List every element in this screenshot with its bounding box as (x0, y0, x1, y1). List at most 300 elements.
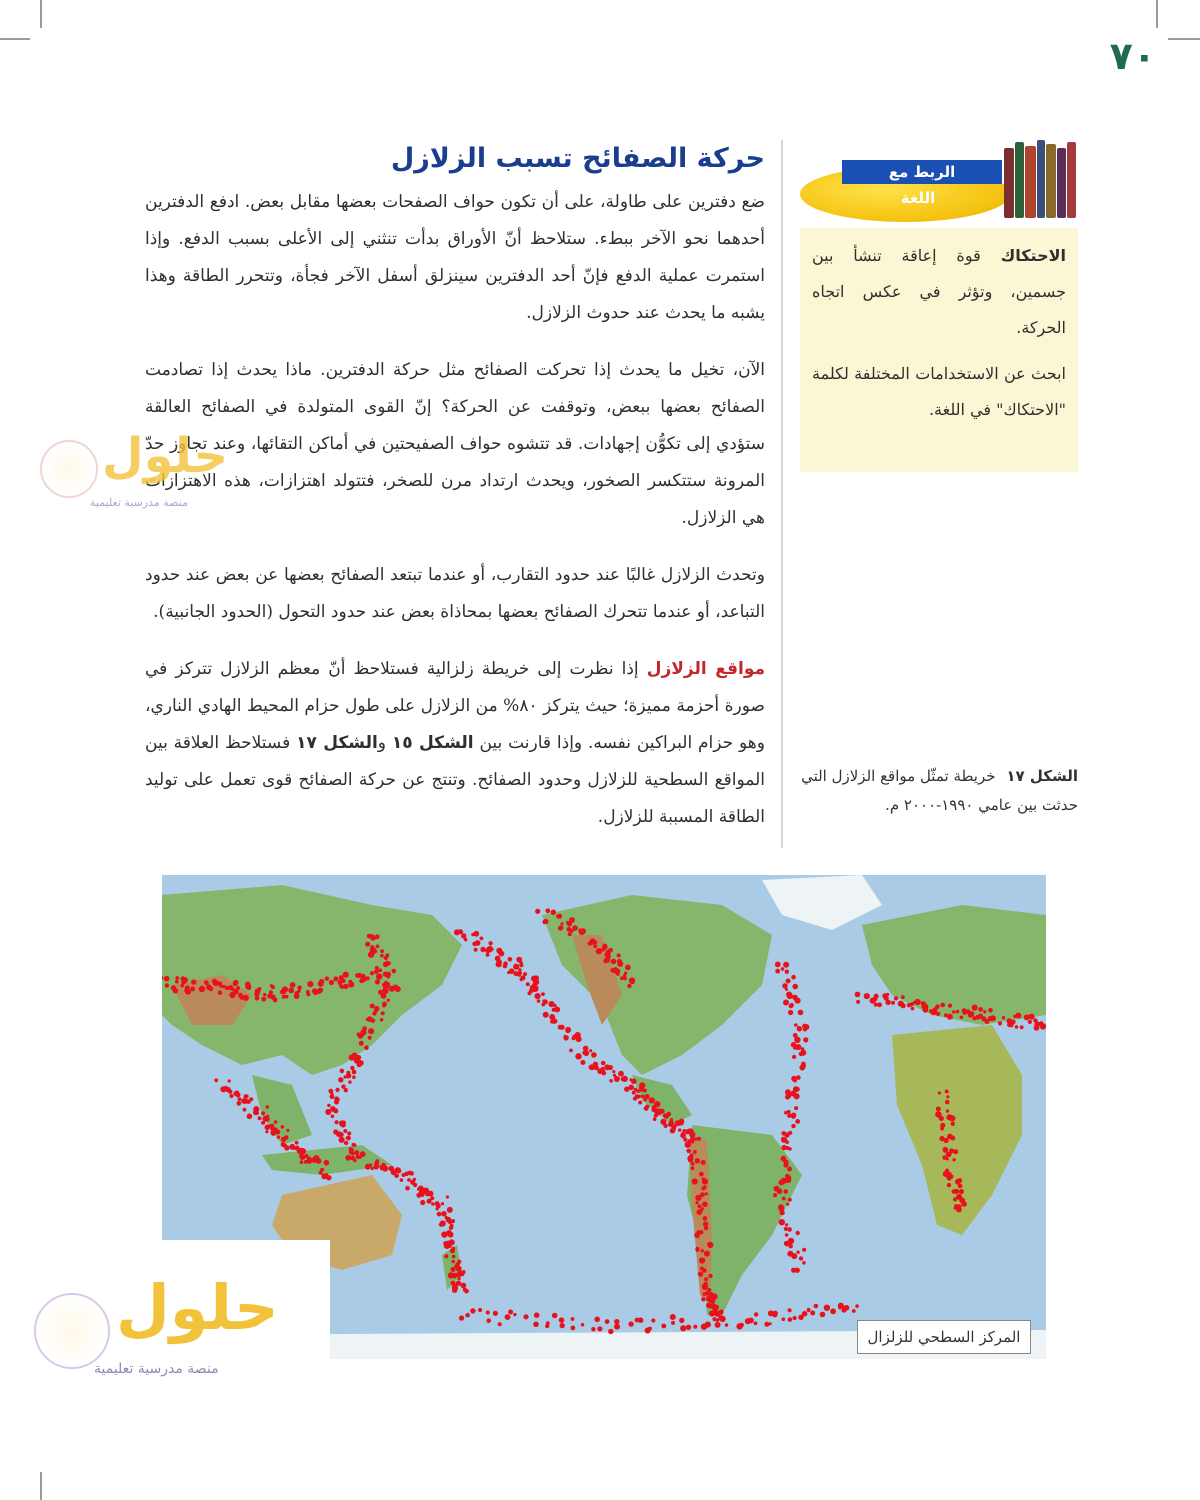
epicenter-dot (329, 980, 334, 985)
epicenter-dot (591, 1327, 595, 1331)
epicenter-dot (950, 1136, 955, 1141)
epicenter-dot (785, 1223, 788, 1226)
epicenter-dot (998, 1021, 1002, 1025)
epicenter-dot (410, 1171, 414, 1175)
epicenter-dot (661, 1324, 666, 1329)
epicenter-dot (703, 1186, 706, 1189)
epicenter-dot (796, 1231, 800, 1235)
epicenter-dot (428, 1191, 434, 1197)
epicenter-dot (988, 1008, 993, 1013)
epicenter-dot (354, 1150, 359, 1155)
epicenter-dot (946, 1152, 951, 1157)
epicenter-dot (493, 1311, 498, 1316)
epicenter-dot (208, 986, 213, 991)
epicenter-dot (567, 921, 572, 926)
epicenter-dot (794, 1023, 798, 1027)
epicenter-dot (911, 1002, 915, 1006)
epicenter-dot (614, 1076, 620, 1082)
epicenter-dot (486, 1318, 491, 1323)
epicenter-dot (589, 1049, 592, 1052)
epicenter-dot (465, 1313, 470, 1318)
epicenter-dot (775, 969, 780, 974)
epicenter-dot (349, 1054, 355, 1060)
epicenter-dot (748, 1318, 754, 1324)
epicenter-dot (754, 1312, 758, 1316)
epicenter-dot (552, 1008, 556, 1012)
epicenter-dot (534, 1312, 540, 1318)
epicenter-dot (284, 1135, 289, 1140)
crop-mark (40, 0, 42, 28)
epicenter-dot (549, 1014, 555, 1020)
epicenter-dot (243, 1108, 247, 1112)
epicenter-dot (946, 1095, 949, 1098)
epicenter-dot (617, 953, 621, 957)
epicenter-dot (707, 1288, 711, 1292)
epicenter-dot (335, 1120, 339, 1124)
epicenter-dot (420, 1200, 425, 1205)
epicenter-dot (781, 1137, 786, 1142)
epicenter-dot (1015, 1025, 1019, 1029)
epicenter-dot (368, 1036, 372, 1040)
epicenter-dot (787, 1227, 792, 1232)
epicenter-dot (856, 1000, 860, 1004)
epicenter-dot (490, 948, 494, 952)
epicenter-dot (376, 973, 382, 979)
epicenter-dot (545, 1324, 549, 1328)
locations-text-c: فستلاحظ العلاقة بين المواقع السطحية للزلازل وحدود الصفائح. وتنتج عن حركة الصفائح قوى تعمل على توليد الطاقة المسببة للزلازل. (145, 733, 765, 827)
epicenter-dot (962, 1010, 967, 1015)
epicenter-dot (220, 1086, 226, 1092)
epicenter-dot (704, 1226, 708, 1230)
epicenter-dot (633, 1097, 637, 1101)
epicenter-dot (231, 988, 234, 991)
epicenter-dot (331, 1115, 335, 1119)
epicenter-dot (785, 1233, 789, 1237)
epicenter-dot (543, 1012, 549, 1018)
epicenter-dot (204, 980, 209, 985)
epicenter-dot (364, 1045, 369, 1050)
epicenter-dot (697, 1209, 703, 1215)
epicenter-dot (283, 988, 287, 992)
epicenter-dot (392, 969, 397, 974)
epicenter-dot (533, 1322, 539, 1328)
epicenter-dot (611, 959, 617, 965)
epicenter-dot (233, 1091, 238, 1096)
epicenter-dot (1028, 1014, 1034, 1020)
epicenter-dot (695, 1195, 701, 1201)
epicenter-dot (360, 1151, 366, 1157)
epicenter-dot (870, 998, 876, 1004)
section-title: حركة الصفائح تسبب الزلازل (390, 143, 765, 174)
epicenter-dot (625, 965, 631, 971)
epicenter-dot (461, 1283, 467, 1289)
epicenter-dot (261, 1111, 265, 1115)
epicenter-dot (703, 1221, 708, 1226)
epicenter-dot (374, 970, 379, 975)
epicenter-dot (794, 1106, 798, 1110)
epicenter-dot (617, 961, 623, 967)
epicenter-dot (327, 1104, 330, 1107)
epicenter-dot (978, 1014, 983, 1019)
epicenter-dot (791, 1124, 795, 1128)
epicenter-dot (824, 1307, 828, 1311)
epicenter-dot (513, 1313, 516, 1316)
epicenter-dot (347, 1131, 351, 1135)
epicenter-dot (369, 1163, 372, 1166)
paragraph-plates-collide: الآن، تخيل ما يحدث إذا تحركت الصفائح مثل حركة الدفترين. ماذا يحدث إذا تصادمت الصفائح بعضها ببعض، وتوقفت عن الحركة؟ إنّ القوى المتولدة في الصفائح العالقة ستؤدي إلى تكوُّن إجهادات. قد تتشوه حواف الصفيحتين في أماكن التقائها، وعند تجاوز حدّ المرونة ستتكسر الصخور، ويحدث ارتداد مرن للصخر، فتتولد اهتزازات، هذه الاهتزازات هي الزلازل. (145, 360, 765, 528)
epicenter-dot (700, 1267, 704, 1271)
epicenter-dot (701, 1160, 706, 1165)
epicenter-dot (788, 1198, 792, 1202)
epicenter-dot (691, 1162, 695, 1166)
epicenter-dot (350, 1066, 354, 1070)
epicenter-dot (784, 1111, 788, 1115)
locations-text-a: إذا نظرت إلى خريطة زلزالية فستلاحظ أنّ معظم الزلازل تتركز في صورة أحزمة مميزة؛ حيث يتركز ٨٠% من الزلازل على طول حزام المحيط الهادي الناري، وهو حزام البراكين نفسه. وإذا قارنت بين (145, 659, 765, 753)
epicenter-dot (358, 1034, 363, 1039)
epicenter-dot (643, 1089, 647, 1093)
epicenter-dot (782, 1317, 786, 1321)
epicenter-dot (173, 988, 178, 993)
epicenter-dot (480, 947, 485, 952)
epicenter-dot (375, 934, 380, 939)
epicenter-dot (485, 948, 490, 953)
epicenter-dot (593, 944, 597, 948)
epicenter-dot (441, 1211, 446, 1216)
epicenter-dot (579, 929, 585, 935)
epicenter-dot (670, 1314, 676, 1320)
epicenter-dot (240, 996, 244, 1000)
watermark-tagline: منصة مدرسية تعليمية (90, 496, 188, 509)
epicenter-dot (387, 999, 390, 1002)
epicenter-dot (877, 1002, 882, 1007)
epicenter-dot (255, 1106, 258, 1109)
epicenter-dot (799, 1052, 804, 1057)
epicenter-dot (911, 1007, 915, 1011)
epicenter-dot (946, 1174, 950, 1178)
epicenter-dot (699, 1172, 704, 1177)
epicenter-dot (274, 1120, 278, 1124)
epicenter-dot (990, 1015, 996, 1021)
epicenter-dot (545, 908, 550, 913)
epicenter-dot (404, 1172, 409, 1177)
epicenter-dot (638, 1101, 642, 1105)
epicenter-dot (954, 1206, 958, 1210)
epicenter-dot (295, 1141, 299, 1145)
epicenter-dot (686, 1149, 691, 1154)
epicenter-dot (704, 1251, 710, 1257)
epicenter-dot (368, 1028, 374, 1034)
epicenter-dot (648, 1327, 652, 1331)
epicenter-dot (935, 1111, 941, 1117)
epicenter-dot (551, 910, 557, 916)
epicenter-dot (830, 1308, 836, 1314)
epicenter-dot (341, 1122, 346, 1127)
epicenter-dot (353, 1159, 357, 1163)
epicenter-dot (380, 954, 384, 958)
watermark-small (38, 430, 238, 520)
epicenter-dot (307, 1157, 312, 1162)
epicenter-dot (715, 1311, 721, 1317)
epicenter-dot (381, 1011, 385, 1015)
epicenter-dot (339, 1137, 345, 1143)
epicenter-dot (945, 1157, 948, 1160)
epicenter-dot (612, 1070, 615, 1073)
epicenter-dot (407, 1178, 411, 1182)
epicenter-dot (335, 1097, 339, 1101)
epicenter-dot (190, 986, 195, 991)
epicenter-dot (242, 1098, 248, 1104)
epicenter-dot (503, 961, 508, 966)
epicenter-dot (568, 932, 572, 936)
epicenter-dot (265, 1130, 268, 1133)
epicenter-dot (608, 1329, 613, 1334)
epicenter-dot (884, 996, 889, 1001)
epicenter-dot (268, 1124, 272, 1128)
epicenter-dot (229, 992, 235, 998)
crop-mark (0, 38, 30, 40)
watermark-word: حلول (116, 1271, 279, 1344)
epicenter-dot (300, 1160, 304, 1164)
epicenter-dot (513, 964, 519, 970)
epicenter-dot (754, 1321, 758, 1325)
epicenter-dot (940, 1124, 945, 1129)
epicenter-dot (697, 1137, 701, 1141)
epicenter-dot (531, 976, 537, 982)
epicenter-dot (704, 1277, 708, 1281)
epicenter-dot (702, 1284, 708, 1290)
epicenter-dot (449, 1226, 453, 1230)
epicenter-dot (936, 1107, 941, 1112)
epicenter-dot (561, 922, 564, 925)
epicenter-dot (792, 984, 798, 990)
epicenter-dot (796, 1251, 799, 1254)
epicenter-dot (507, 971, 510, 974)
paragraph-boundaries: وتحدث الزلازل غالبًا عند حدود التقارب، أو عندما تبتعد الصفائح بعضها عن بعض عند حدود التباعد، أو عندما تتحرك الصفائح بعضها بمحاذاة بعض عند حدود التحول (الحدود الجانبية). (145, 565, 765, 622)
epicenter-dot (802, 1248, 806, 1252)
epicenter-dot (1034, 1021, 1040, 1027)
epicenter-dot (463, 1288, 467, 1292)
epicenter-dot (346, 1071, 350, 1075)
epicenter-dot (788, 1131, 792, 1135)
epicenter-dot (277, 1136, 280, 1139)
epicenter-dot (371, 1167, 374, 1170)
epicenter-dot (855, 992, 861, 998)
friction-term: الاحتكاك (1000, 246, 1066, 265)
epicenter-dot (788, 1010, 793, 1015)
epicenter-dot (779, 1219, 785, 1225)
epicenter-dot (541, 992, 545, 996)
epicenter-dot (618, 1071, 624, 1077)
epicenter-dot (739, 1323, 744, 1328)
watermark-large (34, 1271, 284, 1395)
epicenter-dot (318, 988, 323, 993)
epicenter-dot (371, 1019, 375, 1023)
epicenter-dot (1015, 1013, 1021, 1019)
epicenter-dot (855, 1304, 859, 1308)
epicenter-dot (941, 1003, 945, 1007)
epicenter-dot (575, 1053, 581, 1059)
epicenter-dot (953, 1197, 957, 1201)
epicenter-dot (258, 1116, 262, 1120)
epicenter-dot (948, 1004, 952, 1008)
epicenter-dot (261, 997, 266, 1002)
paragraph-earthquake-locations (145, 651, 765, 836)
epicenter-dot (952, 1158, 955, 1161)
epicenter-dot (968, 1013, 973, 1018)
crop-mark (1168, 38, 1200, 40)
epicenter-dot (245, 1094, 249, 1098)
epicenter-dot (254, 992, 259, 997)
epicenter-dot (537, 999, 541, 1003)
banner-title: الربط مع (842, 160, 1002, 184)
epicenter-dot (255, 1111, 259, 1115)
epicenter-dot (475, 940, 481, 946)
epicenter-dot (788, 1238, 794, 1244)
epicenter-dot (695, 1247, 699, 1251)
epicenter-dot (783, 962, 789, 968)
epicenter-dot (356, 1155, 361, 1160)
epicenter-dot (413, 1183, 417, 1187)
epicenter-dot (683, 1138, 687, 1142)
epicenter-dot (627, 984, 631, 988)
epicenter-dot (945, 1100, 950, 1105)
crop-mark (40, 1472, 42, 1500)
epicenter-dot (797, 1026, 802, 1031)
epicenter-dot (960, 1189, 964, 1193)
epicenter-dot (801, 1063, 806, 1068)
epicenter-dot (523, 1314, 528, 1319)
epicenter-dot (473, 931, 479, 937)
epicenter-dot (705, 1192, 708, 1195)
epicenter-dot (785, 1140, 789, 1144)
epicenter-dot (228, 1089, 233, 1094)
main-column (145, 140, 765, 844)
epicenter-dot (581, 1323, 584, 1326)
watermark-word: حلول (102, 428, 228, 484)
epicenter-dot (319, 980, 324, 985)
epicenter-dot (803, 1037, 808, 1042)
epicenter-dot (380, 1018, 384, 1022)
epicenter-dot (794, 1093, 800, 1099)
epicenter-dot (558, 926, 563, 931)
epicenter-dot (781, 967, 785, 971)
epicenter-dot (441, 1202, 444, 1205)
epicenter-dot (352, 1143, 356, 1147)
epicenter-dot (651, 1318, 655, 1322)
epicenter-dot (458, 1277, 461, 1280)
epicenter-dot (304, 1160, 308, 1164)
epicenter-dot (543, 919, 548, 924)
figure-number: الشكل ١٧ (1006, 767, 1078, 785)
epicenter-dot (480, 937, 484, 941)
epicenter-dot (672, 1128, 676, 1132)
epicenter-dot (852, 1309, 856, 1313)
epicenter-dot (185, 989, 191, 995)
epicenter-dot (703, 1216, 708, 1221)
epicenter-dot (604, 957, 610, 963)
epicenter-dot (796, 1075, 801, 1080)
figure-caption (800, 762, 1078, 820)
epicenter-dot (639, 1086, 643, 1090)
epicenter-dot (954, 1189, 959, 1194)
epicenter-dot (810, 1311, 815, 1316)
epicenter-dot (791, 1113, 796, 1118)
watermark-logo-icon (40, 440, 98, 498)
epicenter-dot (330, 1092, 333, 1095)
epicenter-dot (777, 1188, 783, 1194)
epicenter-dot (384, 962, 387, 965)
paragraph-books-demo: ضع دفترين على طاولة، على أن تكون حواف الصفحات بعضها مقابل بعض. ادفع الدفترين أحدهما نحو الآخر ببطء. ستلاحظ أنّ الأوراق بدأت تنثني إلى الأعلى بسبب الدفع. وإذا استمرت عملية الدفع فإنّ أحد الدفترين سينزلق أسفل الآخر فجأة، وتتحرر الطاقة وهذا يشبه ما يحدث عند حدوث الزلازل. (145, 192, 765, 323)
epicenter-dot (430, 1196, 434, 1200)
epicenter-dot (632, 1091, 636, 1095)
epicenter-dot (571, 1317, 575, 1321)
friction-definition-text: قوة إعاقة تنشأ بين جسمين، وتؤثر في عكس اتجاه الحركة. (812, 246, 1066, 337)
page-number: ٧٠ (1109, 34, 1156, 78)
epicenter-dot (709, 1295, 713, 1299)
epicenter-dot (451, 1267, 456, 1272)
epicenter-dot (783, 1000, 789, 1006)
epicenter-dot (247, 1114, 253, 1120)
epicenter-dot (956, 1010, 960, 1014)
epicenter-dot (1002, 1016, 1005, 1019)
epicenter-dot (454, 1286, 458, 1290)
epicenter-dot (947, 1183, 951, 1187)
epicenter-dot (605, 1319, 610, 1324)
epicenter-dot (535, 909, 540, 914)
epicenter-dot (348, 1080, 351, 1083)
epicenter-dot (773, 1193, 777, 1197)
epicenter-dot (689, 1131, 695, 1137)
epicenter-dot (164, 976, 170, 982)
epicenter-dot (352, 1070, 357, 1075)
epicenter-dot (389, 986, 395, 992)
epicenter-dot (782, 983, 787, 988)
epicenter-dot (405, 1186, 410, 1191)
epicenter-dot (790, 1003, 794, 1007)
epicenter-dot (420, 1193, 424, 1197)
epicenter-dot (799, 1256, 803, 1260)
epicenter-dot (277, 1130, 280, 1133)
epicenter-dot (378, 969, 382, 973)
epicenter-dot (957, 1178, 962, 1183)
epicenter-dot (666, 1112, 671, 1117)
epicenter-dot (326, 1109, 330, 1113)
map-legend: المركز السطحي للزلزال (857, 1320, 1031, 1354)
epicenter-dot (461, 1273, 465, 1277)
epicenter-dot (569, 1049, 573, 1053)
epicenter-dot (505, 1314, 511, 1320)
epicenter-dot (781, 1178, 787, 1184)
sidebar-box (800, 228, 1078, 472)
epicenter-dot (343, 1129, 347, 1133)
epicenter-dot (683, 1129, 686, 1132)
epicenter-dot (794, 998, 800, 1004)
epicenter-dot (943, 1138, 948, 1143)
epicenter-dot (348, 982, 354, 988)
epicenter-dot (345, 1155, 351, 1161)
epicenter-dot (550, 1019, 554, 1023)
epicenter-dot (701, 1297, 705, 1301)
figure-15-reference: الشكل ١٥ (391, 733, 474, 753)
epicenter-dot (343, 972, 349, 978)
epicenter-dot (270, 1130, 276, 1136)
epicenter-dot (793, 1316, 797, 1320)
books-icon (1004, 140, 1076, 218)
epicenter-dot (336, 1131, 342, 1137)
epicenter-dot (450, 1248, 455, 1253)
epicenter-dot (791, 975, 796, 980)
epicenter-dot (474, 948, 478, 952)
